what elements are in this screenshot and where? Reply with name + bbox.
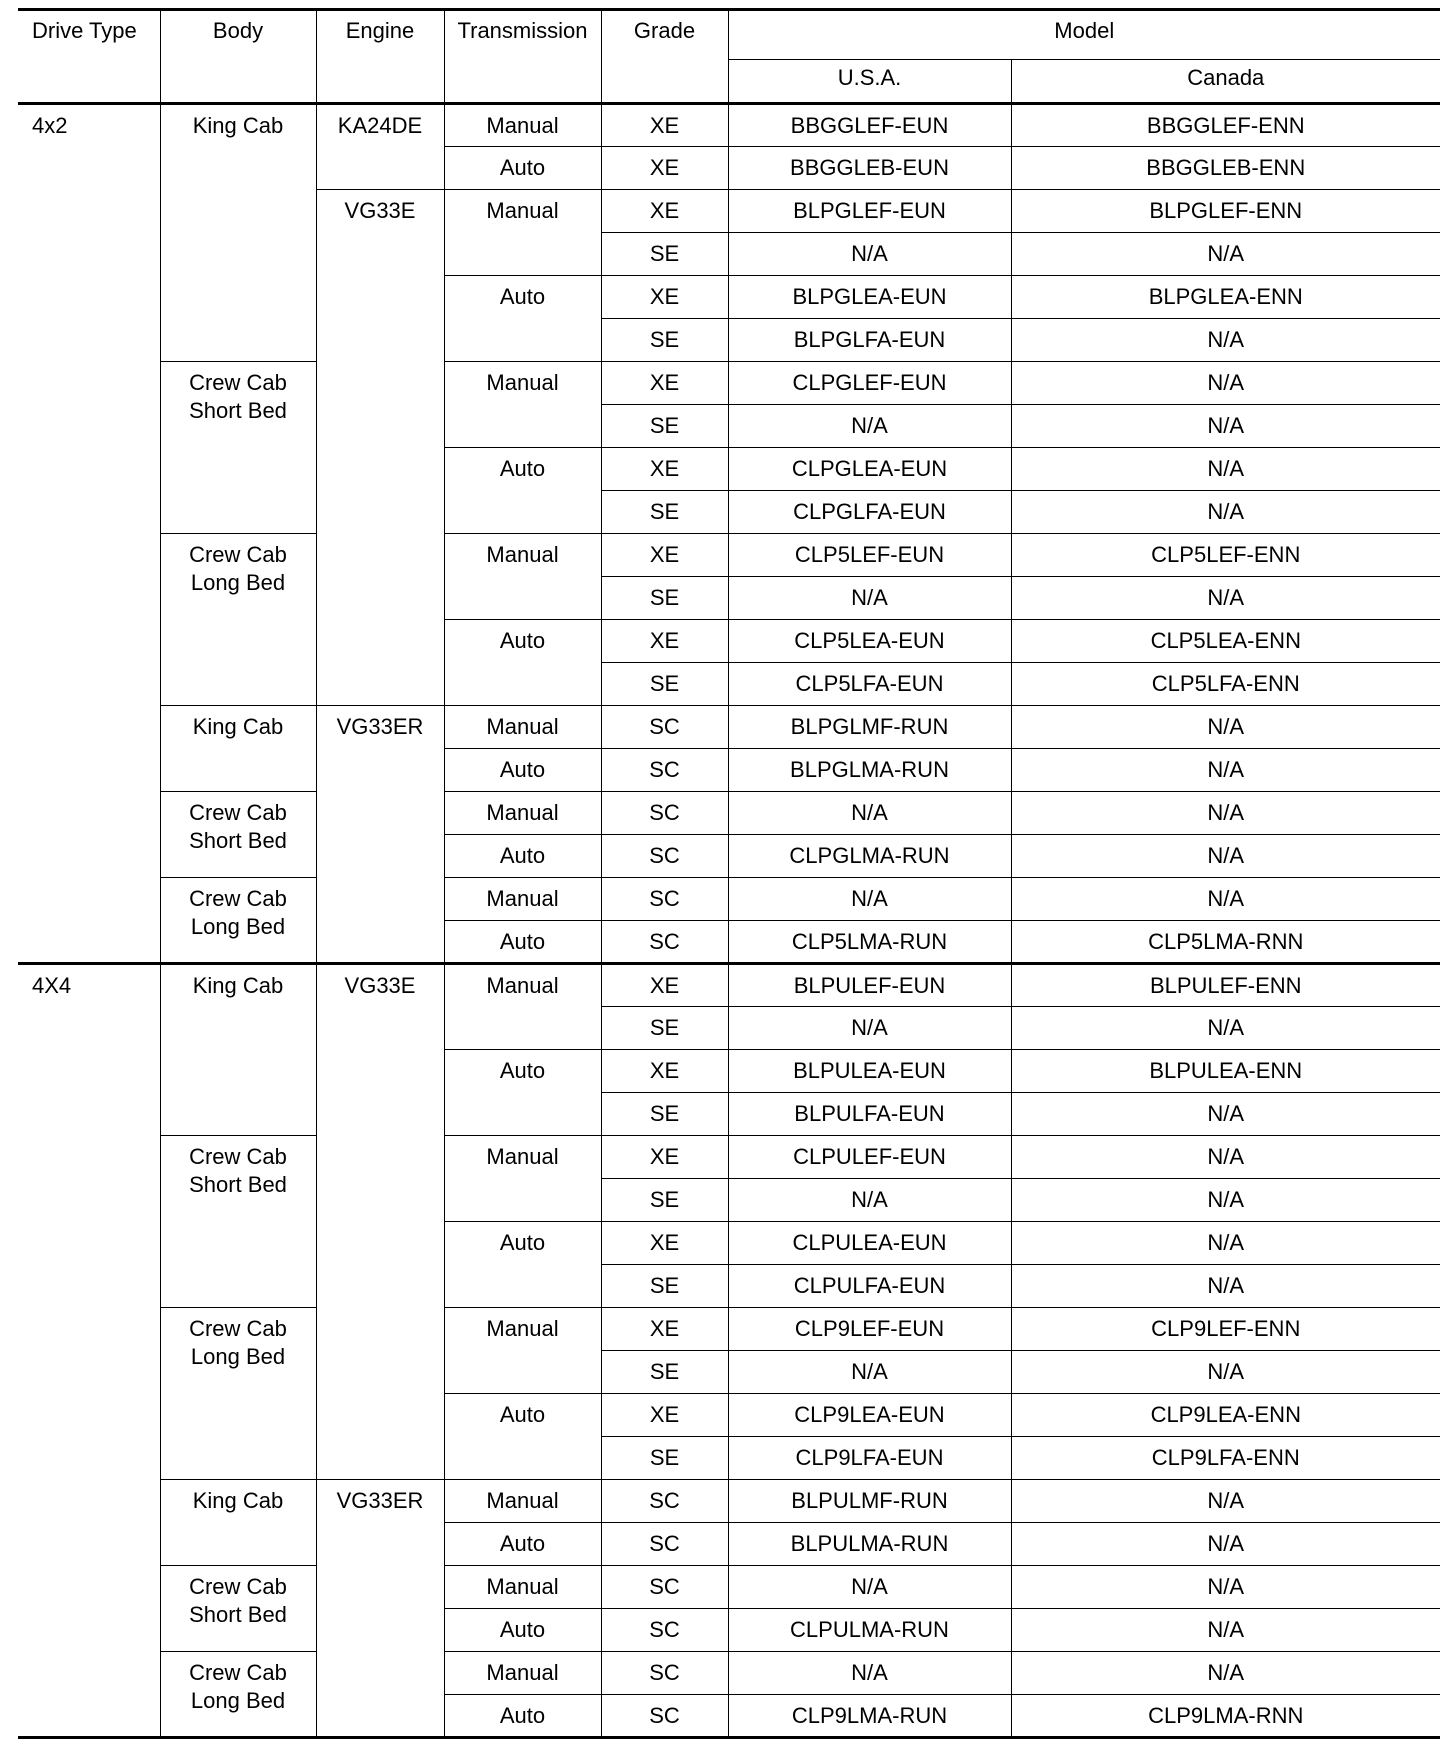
grade-cell: SC — [601, 921, 728, 964]
usa-model-cell: N/A — [728, 1179, 1011, 1222]
grade-cell: SC — [601, 749, 728, 792]
grade-cell: SE — [601, 1351, 728, 1394]
transmission-cell: Manual — [444, 1308, 601, 1394]
transmission-cell: Auto — [444, 1050, 601, 1136]
grade-cell: XE — [601, 147, 728, 190]
header-usa: U.S.A. — [728, 60, 1011, 104]
header-canada: Canada — [1011, 60, 1440, 104]
canada-model-cell: BBGGLEB-ENN — [1011, 147, 1440, 190]
usa-model-cell: BLPGLEA-EUN — [728, 276, 1011, 319]
grade-cell: SC — [601, 1695, 728, 1738]
grade-cell: XE — [601, 190, 728, 233]
body-cell: King Cab — [160, 1480, 316, 1566]
usa-model-cell: CLPULMA-RUN — [728, 1609, 1011, 1652]
usa-model-cell: N/A — [728, 1007, 1011, 1050]
transmission-cell: Auto — [444, 620, 601, 706]
engine-cell: VG33E — [316, 190, 444, 706]
engine-cell: VG33ER — [316, 706, 444, 964]
transmission-cell: Manual — [444, 104, 601, 147]
grade-cell: XE — [601, 1394, 728, 1437]
grade-cell: XE — [601, 1136, 728, 1179]
body-cell: King Cab — [160, 706, 316, 792]
header-model: Model — [728, 10, 1440, 60]
grade-cell: XE — [601, 104, 728, 147]
grade-cell: XE — [601, 1050, 728, 1093]
body-cell: Crew Cab Short Bed — [160, 1566, 316, 1652]
transmission-cell: Manual — [444, 1566, 601, 1609]
transmission-cell: Auto — [444, 835, 601, 878]
canada-model-cell: N/A — [1011, 1222, 1440, 1265]
grade-cell: SE — [601, 1007, 728, 1050]
header-engine: Engine — [316, 10, 444, 104]
canada-model-cell: N/A — [1011, 706, 1440, 749]
grade-cell: SC — [601, 878, 728, 921]
grade-cell: SC — [601, 706, 728, 749]
usa-model-cell: N/A — [728, 1652, 1011, 1695]
table-row — [18, 362, 1440, 405]
table-row — [18, 964, 1440, 1007]
table-row — [18, 1566, 1440, 1609]
grade-cell: SE — [601, 1265, 728, 1308]
grade-cell: SC — [601, 1609, 728, 1652]
canada-model-cell: N/A — [1011, 1523, 1440, 1566]
usa-model-cell: N/A — [728, 792, 1011, 835]
canada-model-cell: N/A — [1011, 835, 1440, 878]
grade-cell: XE — [601, 362, 728, 405]
canada-model-cell: CLP9LEA-ENN — [1011, 1394, 1440, 1437]
canada-model-cell: N/A — [1011, 1136, 1440, 1179]
canada-model-cell: N/A — [1011, 233, 1440, 276]
body-cell: King Cab — [160, 104, 316, 362]
transmission-cell: Auto — [444, 921, 601, 964]
usa-model-cell: BLPULMA-RUN — [728, 1523, 1011, 1566]
canada-model-cell: N/A — [1011, 878, 1440, 921]
canada-model-cell: CLP9LMA-RNN — [1011, 1695, 1440, 1738]
usa-model-cell: BLPULEF-EUN — [728, 964, 1011, 1007]
usa-model-cell: N/A — [728, 233, 1011, 276]
transmission-cell: Manual — [444, 878, 601, 921]
canada-model-cell: N/A — [1011, 749, 1440, 792]
transmission-cell: Auto — [444, 276, 601, 362]
canada-model-cell: N/A — [1011, 1265, 1440, 1308]
canada-model-cell: N/A — [1011, 1351, 1440, 1394]
canada-model-cell: N/A — [1011, 1093, 1440, 1136]
grade-cell: SE — [601, 663, 728, 706]
usa-model-cell: N/A — [728, 1566, 1011, 1609]
engine-cell: KA24DE — [316, 104, 444, 190]
body-cell: Crew Cab Short Bed — [160, 1136, 316, 1308]
canada-model-cell: N/A — [1011, 1179, 1440, 1222]
engine-cell: VG33ER — [316, 1480, 444, 1738]
canada-model-cell: N/A — [1011, 1652, 1440, 1695]
usa-model-cell: N/A — [728, 1351, 1011, 1394]
canada-model-cell: BLPULEF-ENN — [1011, 964, 1440, 1007]
usa-model-cell: N/A — [728, 577, 1011, 620]
canada-model-cell: N/A — [1011, 1007, 1440, 1050]
usa-model-cell: CLP9LEF-EUN — [728, 1308, 1011, 1351]
grade-cell: SE — [601, 405, 728, 448]
drive-type-cell: 4X4 — [18, 964, 160, 1738]
usa-model-cell: CLPULFA-EUN — [728, 1265, 1011, 1308]
table-row — [18, 1308, 1440, 1351]
usa-model-cell: BLPGLEF-EUN — [728, 190, 1011, 233]
table-row — [18, 792, 1440, 835]
body-cell: Crew Cab Long Bed — [160, 878, 316, 964]
grade-cell: SE — [601, 491, 728, 534]
canada-model-cell: N/A — [1011, 405, 1440, 448]
grade-cell: SE — [601, 1093, 728, 1136]
grade-cell: SC — [601, 1480, 728, 1523]
usa-model-cell: CLPGLFA-EUN — [728, 491, 1011, 534]
header-drive-type: Drive Type — [18, 10, 160, 104]
body-cell: Crew Cab Long Bed — [160, 1308, 316, 1480]
grade-cell: XE — [601, 964, 728, 1007]
canada-model-cell: N/A — [1011, 491, 1440, 534]
usa-model-cell: CLPGLMA-RUN — [728, 835, 1011, 878]
transmission-cell: Manual — [444, 190, 601, 276]
canada-model-cell: CLP5LEF-ENN — [1011, 534, 1440, 577]
body-cell: King Cab — [160, 964, 316, 1136]
usa-model-cell: BLPGLFA-EUN — [728, 319, 1011, 362]
grade-cell: XE — [601, 534, 728, 577]
usa-model-cell: CLP5LEA-EUN — [728, 620, 1011, 663]
usa-model-cell: N/A — [728, 878, 1011, 921]
canada-model-cell: CLP5LEA-ENN — [1011, 620, 1440, 663]
canada-model-cell: BBGGLEF-ENN — [1011, 104, 1440, 147]
transmission-cell: Auto — [444, 1695, 601, 1738]
body-cell: Crew Cab Long Bed — [160, 534, 316, 706]
table-row — [18, 878, 1440, 921]
canada-model-cell: BLPULEA-ENN — [1011, 1050, 1440, 1093]
model-variation-table — [18, 8, 1440, 1739]
grade-cell: XE — [601, 1308, 728, 1351]
grade-cell: SC — [601, 1523, 728, 1566]
canada-model-cell: N/A — [1011, 1480, 1440, 1523]
usa-model-cell: BBGGLEB-EUN — [728, 147, 1011, 190]
usa-model-cell: BBGGLEF-EUN — [728, 104, 1011, 147]
usa-model-cell: CLPULEF-EUN — [728, 1136, 1011, 1179]
body-cell: Crew Cab Short Bed — [160, 792, 316, 878]
usa-model-cell: CLP9LFA-EUN — [728, 1437, 1011, 1480]
grade-cell: XE — [601, 1222, 728, 1265]
usa-model-cell: BLPGLMF-RUN — [728, 706, 1011, 749]
transmission-cell: Auto — [444, 1222, 601, 1308]
header-transmission: Transmission — [444, 10, 601, 104]
table-row — [18, 104, 1440, 147]
grade-cell: SC — [601, 792, 728, 835]
usa-model-cell: BLPULFA-EUN — [728, 1093, 1011, 1136]
transmission-cell: Auto — [444, 448, 601, 534]
body-cell: Crew Cab Short Bed — [160, 362, 316, 534]
grade-cell: XE — [601, 620, 728, 663]
usa-model-cell: BLPULEA-EUN — [728, 1050, 1011, 1093]
usa-model-cell: BLPGLMA-RUN — [728, 749, 1011, 792]
usa-model-cell: CLP9LEA-EUN — [728, 1394, 1011, 1437]
grade-cell: SE — [601, 233, 728, 276]
grade-cell: SC — [601, 1652, 728, 1695]
canada-model-cell: N/A — [1011, 1609, 1440, 1652]
transmission-cell: Manual — [444, 1136, 601, 1222]
canada-model-cell: BLPGLEF-ENN — [1011, 190, 1440, 233]
drive-type-cell: 4x2 — [18, 104, 160, 964]
grade-cell: SE — [601, 1437, 728, 1480]
canada-model-cell: N/A — [1011, 319, 1440, 362]
canada-model-cell: N/A — [1011, 448, 1440, 491]
header-grade: Grade — [601, 10, 728, 104]
grade-cell: SC — [601, 1566, 728, 1609]
transmission-cell: Auto — [444, 147, 601, 190]
transmission-cell: Manual — [444, 792, 601, 835]
canada-model-cell: N/A — [1011, 792, 1440, 835]
engine-cell: VG33E — [316, 964, 444, 1480]
transmission-cell: Manual — [444, 362, 601, 448]
header-body: Body — [160, 10, 316, 104]
transmission-cell: Manual — [444, 964, 601, 1050]
transmission-cell: Manual — [444, 1480, 601, 1523]
canada-model-cell: CLP9LEF-ENN — [1011, 1308, 1440, 1351]
table-row — [18, 1136, 1440, 1179]
usa-model-cell: CLPULEA-EUN — [728, 1222, 1011, 1265]
transmission-cell: Auto — [444, 1394, 601, 1480]
table-row — [18, 1652, 1440, 1695]
transmission-cell: Manual — [444, 1652, 601, 1695]
grade-cell: SE — [601, 319, 728, 362]
grade-cell: SE — [601, 1179, 728, 1222]
canada-model-cell: CLP5LFA-ENN — [1011, 663, 1440, 706]
grade-cell: SE — [601, 577, 728, 620]
grade-cell: XE — [601, 276, 728, 319]
transmission-cell: Manual — [444, 534, 601, 620]
usa-model-cell: N/A — [728, 405, 1011, 448]
usa-model-cell: CLPGLEF-EUN — [728, 362, 1011, 405]
canada-model-cell: CLP5LMA-RNN — [1011, 921, 1440, 964]
usa-model-cell: CLPGLEA-EUN — [728, 448, 1011, 491]
usa-model-cell: CLP5LMA-RUN — [728, 921, 1011, 964]
table-body — [18, 104, 1440, 1738]
transmission-cell: Auto — [444, 1523, 601, 1566]
canada-model-cell: N/A — [1011, 577, 1440, 620]
model-table-container — [18, 8, 1440, 1739]
canada-model-cell: CLP9LFA-ENN — [1011, 1437, 1440, 1480]
canada-model-cell: N/A — [1011, 1566, 1440, 1609]
body-cell: Crew Cab Long Bed — [160, 1652, 316, 1738]
usa-model-cell: CLP9LMA-RUN — [728, 1695, 1011, 1738]
canada-model-cell: BLPGLEA-ENN — [1011, 276, 1440, 319]
usa-model-cell: BLPULMF-RUN — [728, 1480, 1011, 1523]
usa-model-cell: CLP5LFA-EUN — [728, 663, 1011, 706]
usa-model-cell: CLP5LEF-EUN — [728, 534, 1011, 577]
table-row — [18, 534, 1440, 577]
table-row — [18, 1480, 1440, 1523]
canada-model-cell: N/A — [1011, 362, 1440, 405]
transmission-cell: Manual — [444, 706, 601, 749]
transmission-cell: Auto — [444, 1609, 601, 1652]
grade-cell: SC — [601, 835, 728, 878]
grade-cell: XE — [601, 448, 728, 491]
transmission-cell: Auto — [444, 749, 601, 792]
table-row — [18, 706, 1440, 749]
